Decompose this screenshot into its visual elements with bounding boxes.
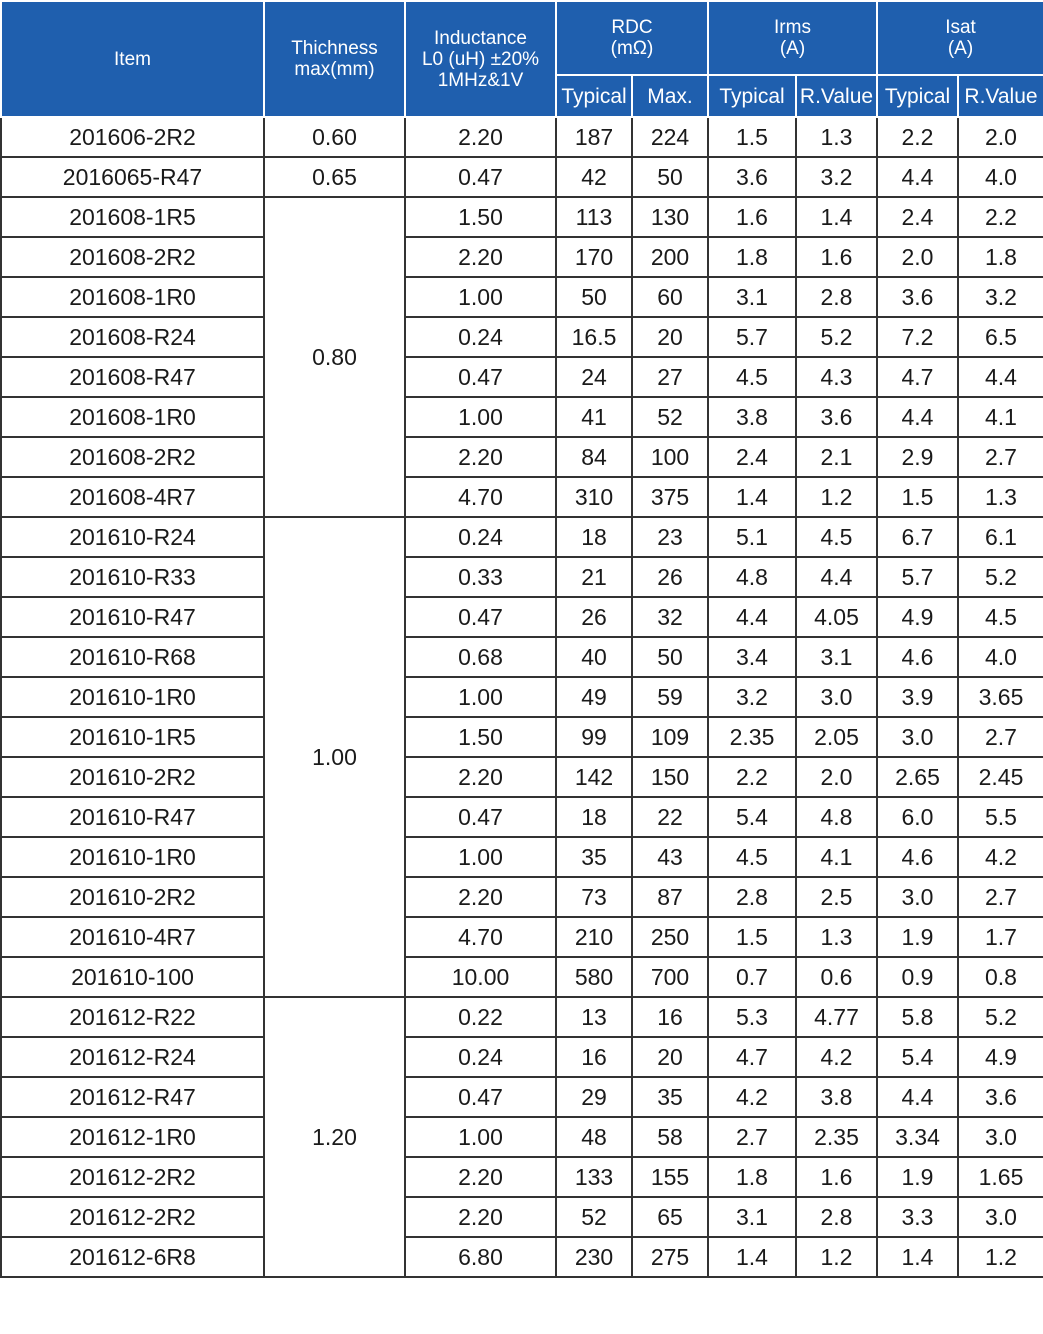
inductance-cell: 10.00	[405, 957, 556, 997]
rdc-max-cell: 20	[632, 317, 708, 357]
isat-typical-cell: 4.4	[877, 1077, 958, 1117]
isat-typical-cell: 3.0	[877, 717, 958, 757]
rdc-typical-cell: 18	[556, 517, 632, 557]
inductance-cell: 0.24	[405, 1037, 556, 1077]
isat-typical-cell: 7.2	[877, 317, 958, 357]
rdc-typical-cell: 13	[556, 997, 632, 1037]
rdc-max-cell: 155	[632, 1157, 708, 1197]
rdc-typical-cell: 16.5	[556, 317, 632, 357]
isat-typical-cell: 2.9	[877, 437, 958, 477]
table-row	[1, 197, 1043, 237]
rdc-max-cell: 130	[632, 197, 708, 237]
isat-rvalue-cell: 3.0	[958, 1117, 1043, 1157]
isat-typical-cell: 4.4	[877, 157, 958, 197]
rdc-typical-cell: 16	[556, 1037, 632, 1077]
isat-rvalue-cell: 2.45	[958, 757, 1043, 797]
rdc-max-cell: 224	[632, 117, 708, 157]
rdc-typical-cell: 99	[556, 717, 632, 757]
isat-typical-cell: 4.6	[877, 837, 958, 877]
item-cell: 201606-2R2	[1, 117, 264, 157]
irms-typical-cell: 1.4	[708, 477, 796, 517]
isat-typical-cell: 1.9	[877, 1157, 958, 1197]
rdc-typical-cell: 41	[556, 397, 632, 437]
irms-rvalue-cell: 3.2	[796, 157, 877, 197]
inductance-cell: 0.24	[405, 517, 556, 557]
rdc-max-cell: 20	[632, 1037, 708, 1077]
irms-rvalue-cell: 1.2	[796, 477, 877, 517]
inductance-cell: 2.20	[405, 237, 556, 277]
inductance-cell: 2.20	[405, 117, 556, 157]
item-cell: 201608-1R0	[1, 277, 264, 317]
irms-rvalue-cell: 1.6	[796, 237, 877, 277]
isat-rvalue-cell: 2.7	[958, 877, 1043, 917]
rdc-max-cell: 32	[632, 597, 708, 637]
rdc-typical-cell: 230	[556, 1237, 632, 1277]
irms-rvalue-cell: 4.2	[796, 1037, 877, 1077]
isat-rvalue-cell: 1.2	[958, 1237, 1043, 1277]
inductance-cell: 2.20	[405, 1197, 556, 1237]
item-cell: 201610-R47	[1, 797, 264, 837]
isat-rvalue-cell: 4.1	[958, 397, 1043, 437]
isat-typical-cell: 1.9	[877, 917, 958, 957]
item-cell: 201608-2R2	[1, 437, 264, 477]
irms-rvalue-cell: 1.2	[796, 1237, 877, 1277]
item-cell: 201610-R24	[1, 517, 264, 557]
isat-rvalue-cell: 4.4	[958, 357, 1043, 397]
rdc-typical-cell: 26	[556, 597, 632, 637]
rdc-typical-cell: 42	[556, 157, 632, 197]
rdc-typical-cell: 73	[556, 877, 632, 917]
table-row	[1, 557, 1043, 597]
rdc-max-cell: 700	[632, 957, 708, 997]
isat-typical-cell: 2.0	[877, 237, 958, 277]
rdc-max-cell: 250	[632, 917, 708, 957]
irms-rvalue-cell: 2.05	[796, 717, 877, 757]
inductance-cell: 0.47	[405, 597, 556, 637]
rdc-typical-cell: 48	[556, 1117, 632, 1157]
rdc-max-cell: 87	[632, 877, 708, 917]
irms-rvalue-cell: 2.35	[796, 1117, 877, 1157]
inductance-cell: 0.47	[405, 157, 556, 197]
rdc-typical-cell: 310	[556, 477, 632, 517]
irms-rvalue-cell: 4.4	[796, 557, 877, 597]
rdc-max-cell: 22	[632, 797, 708, 837]
inductance-cell: 2.20	[405, 437, 556, 477]
isat-typical-cell: 6.7	[877, 517, 958, 557]
irms-rvalue-cell: 4.8	[796, 797, 877, 837]
table-row	[1, 277, 1043, 317]
isat-rvalue-cell: 3.6	[958, 1077, 1043, 1117]
header-rdc: RDC (mΩ)	[556, 1, 708, 75]
isat-rvalue-cell: 1.3	[958, 477, 1043, 517]
isat-typical-cell: 1.4	[877, 1237, 958, 1277]
header-irms-rvalue: R.Value	[796, 75, 877, 117]
item-cell: 201610-2R2	[1, 877, 264, 917]
rdc-typical-cell: 52	[556, 1197, 632, 1237]
table-body	[1, 117, 1043, 1277]
item-cell: 201610-2R2	[1, 757, 264, 797]
isat-rvalue-cell: 6.5	[958, 317, 1043, 357]
item-cell: 201610-R47	[1, 597, 264, 637]
table-row	[1, 1197, 1043, 1237]
rdc-typical-cell: 580	[556, 957, 632, 997]
isat-rvalue-cell: 4.5	[958, 597, 1043, 637]
table-row	[1, 997, 1043, 1037]
rdc-max-cell: 50	[632, 637, 708, 677]
header-isat-rvalue: R.Value	[958, 75, 1043, 117]
table-row	[1, 1117, 1043, 1157]
irms-rvalue-cell: 3.6	[796, 397, 877, 437]
irms-typical-cell: 3.6	[708, 157, 796, 197]
inductance-cell: 0.47	[405, 1077, 556, 1117]
rdc-max-cell: 65	[632, 1197, 708, 1237]
irms-rvalue-cell: 1.3	[796, 117, 877, 157]
isat-typical-cell: 3.34	[877, 1117, 958, 1157]
irms-rvalue-cell: 1.6	[796, 1157, 877, 1197]
irms-typical-cell: 4.5	[708, 357, 796, 397]
isat-typical-cell: 5.4	[877, 1037, 958, 1077]
isat-rvalue-cell: 2.7	[958, 717, 1043, 757]
irms-rvalue-cell: 3.0	[796, 677, 877, 717]
irms-typical-cell: 5.4	[708, 797, 796, 837]
irms-typical-cell: 1.5	[708, 917, 796, 957]
irms-typical-cell: 3.8	[708, 397, 796, 437]
irms-typical-cell: 2.4	[708, 437, 796, 477]
table-row	[1, 117, 1043, 157]
item-cell: 201608-1R0	[1, 397, 264, 437]
irms-typical-cell: 3.1	[708, 1197, 796, 1237]
isat-typical-cell: 4.9	[877, 597, 958, 637]
table-row	[1, 1237, 1043, 1277]
isat-typical-cell: 3.0	[877, 877, 958, 917]
irms-typical-cell: 5.7	[708, 317, 796, 357]
rdc-max-cell: 200	[632, 237, 708, 277]
item-cell: 201608-2R2	[1, 237, 264, 277]
inductance-cell: 1.00	[405, 837, 556, 877]
rdc-typical-cell: 24	[556, 357, 632, 397]
item-cell: 201608-4R7	[1, 477, 264, 517]
rdc-max-cell: 43	[632, 837, 708, 877]
table-row	[1, 677, 1043, 717]
inductance-cell: 0.47	[405, 797, 556, 837]
rdc-max-cell: 100	[632, 437, 708, 477]
inductance-cell: 0.33	[405, 557, 556, 597]
rdc-typical-cell: 29	[556, 1077, 632, 1117]
rdc-typical-cell: 50	[556, 277, 632, 317]
irms-typical-cell: 2.7	[708, 1117, 796, 1157]
irms-rvalue-cell: 4.77	[796, 997, 877, 1037]
irms-typical-cell: 1.8	[708, 1157, 796, 1197]
inductance-cell: 6.80	[405, 1237, 556, 1277]
table-row	[1, 1077, 1043, 1117]
irms-rvalue-cell: 2.8	[796, 1197, 877, 1237]
rdc-typical-cell: 142	[556, 757, 632, 797]
irms-typical-cell: 4.7	[708, 1037, 796, 1077]
irms-typical-cell: 3.1	[708, 277, 796, 317]
table-row	[1, 917, 1043, 957]
irms-typical-cell: 3.2	[708, 677, 796, 717]
rdc-max-cell: 275	[632, 1237, 708, 1277]
inductance-cell: 0.47	[405, 357, 556, 397]
table-row	[1, 797, 1043, 837]
table-row	[1, 437, 1043, 477]
inductance-cell: 1.00	[405, 397, 556, 437]
rdc-typical-cell: 84	[556, 437, 632, 477]
rdc-typical-cell: 21	[556, 557, 632, 597]
isat-rvalue-cell: 2.0	[958, 117, 1043, 157]
irms-typical-cell: 4.2	[708, 1077, 796, 1117]
table-row	[1, 317, 1043, 357]
isat-rvalue-cell: 5.2	[958, 557, 1043, 597]
item-cell: 201612-2R2	[1, 1157, 264, 1197]
inductance-cell: 1.50	[405, 197, 556, 237]
isat-typical-cell: 4.6	[877, 637, 958, 677]
irms-rvalue-cell: 2.1	[796, 437, 877, 477]
irms-typical-cell: 2.8	[708, 877, 796, 917]
rdc-typical-cell: 113	[556, 197, 632, 237]
item-cell: 201610-1R0	[1, 677, 264, 717]
inductance-cell: 2.20	[405, 757, 556, 797]
isat-typical-cell: 5.7	[877, 557, 958, 597]
isat-rvalue-cell: 5.5	[958, 797, 1043, 837]
table-row	[1, 717, 1043, 757]
irms-rvalue-cell: 4.3	[796, 357, 877, 397]
header-item: Item	[1, 1, 264, 117]
table-row	[1, 157, 1043, 197]
rdc-max-cell: 50	[632, 157, 708, 197]
isat-typical-cell: 0.9	[877, 957, 958, 997]
irms-rvalue-cell: 2.0	[796, 757, 877, 797]
item-cell: 201612-2R2	[1, 1197, 264, 1237]
isat-typical-cell: 2.4	[877, 197, 958, 237]
thickness-cell: 1.20	[264, 997, 405, 1277]
isat-typical-cell: 2.2	[877, 117, 958, 157]
table-row	[1, 357, 1043, 397]
isat-typical-cell: 5.8	[877, 997, 958, 1037]
item-cell: 201610-4R7	[1, 917, 264, 957]
table-row	[1, 1037, 1043, 1077]
table-row	[1, 877, 1043, 917]
table-row	[1, 637, 1043, 677]
isat-rvalue-cell: 1.8	[958, 237, 1043, 277]
rdc-typical-cell: 187	[556, 117, 632, 157]
rdc-typical-cell: 18	[556, 797, 632, 837]
table-row	[1, 397, 1043, 437]
item-cell: 201608-R24	[1, 317, 264, 357]
inductance-cell: 0.68	[405, 637, 556, 677]
item-cell: 201610-100	[1, 957, 264, 997]
header-isat-typical: Typical	[877, 75, 958, 117]
inductance-cell: 2.20	[405, 877, 556, 917]
table-row	[1, 1157, 1043, 1197]
isat-typical-cell: 2.65	[877, 757, 958, 797]
table-header	[1, 1, 1043, 117]
item-cell: 201610-1R0	[1, 837, 264, 877]
header-irms: Irms (A)	[708, 1, 877, 75]
item-cell: 201610-R33	[1, 557, 264, 597]
isat-rvalue-cell: 4.9	[958, 1037, 1043, 1077]
table-row	[1, 517, 1043, 557]
rdc-max-cell: 109	[632, 717, 708, 757]
rdc-max-cell: 27	[632, 357, 708, 397]
rdc-max-cell: 58	[632, 1117, 708, 1157]
thickness-cell: 1.00	[264, 517, 405, 997]
header-irms-typical: Typical	[708, 75, 796, 117]
irms-rvalue-cell: 3.1	[796, 637, 877, 677]
item-cell: 201612-1R0	[1, 1117, 264, 1157]
irms-typical-cell: 2.35	[708, 717, 796, 757]
irms-rvalue-cell: 4.05	[796, 597, 877, 637]
item-cell: 201608-R47	[1, 357, 264, 397]
irms-rvalue-cell: 2.5	[796, 877, 877, 917]
table-row	[1, 957, 1043, 997]
isat-rvalue-cell: 6.1	[958, 517, 1043, 557]
irms-rvalue-cell: 5.2	[796, 317, 877, 357]
inductance-cell: 1.00	[405, 277, 556, 317]
thickness-cell: 0.60	[264, 117, 405, 157]
item-cell: 201610-R68	[1, 637, 264, 677]
isat-typical-cell: 6.0	[877, 797, 958, 837]
irms-typical-cell: 0.7	[708, 957, 796, 997]
header-rdc-max: Max.	[632, 75, 708, 117]
isat-typical-cell: 3.3	[877, 1197, 958, 1237]
rdc-typical-cell: 210	[556, 917, 632, 957]
isat-typical-cell: 3.9	[877, 677, 958, 717]
rdc-max-cell: 150	[632, 757, 708, 797]
irms-typical-cell: 1.4	[708, 1237, 796, 1277]
isat-rvalue-cell: 4.2	[958, 837, 1043, 877]
rdc-typical-cell: 35	[556, 837, 632, 877]
irms-typical-cell: 5.3	[708, 997, 796, 1037]
irms-typical-cell: 1.5	[708, 117, 796, 157]
isat-rvalue-cell: 4.0	[958, 637, 1043, 677]
header-rdc-typical: Typical	[556, 75, 632, 117]
header-isat: Isat (A)	[877, 1, 1043, 75]
rdc-typical-cell: 40	[556, 637, 632, 677]
header-thickness: Thichness max(mm)	[264, 1, 405, 117]
rdc-max-cell: 375	[632, 477, 708, 517]
irms-typical-cell: 1.8	[708, 237, 796, 277]
irms-rvalue-cell: 1.4	[796, 197, 877, 237]
item-cell: 201610-1R5	[1, 717, 264, 757]
item-cell: 2016065-R47	[1, 157, 264, 197]
irms-rvalue-cell: 1.3	[796, 917, 877, 957]
isat-rvalue-cell: 3.65	[958, 677, 1043, 717]
rdc-max-cell: 52	[632, 397, 708, 437]
isat-rvalue-cell: 2.7	[958, 437, 1043, 477]
rdc-max-cell: 59	[632, 677, 708, 717]
item-cell: 201612-R22	[1, 997, 264, 1037]
rdc-max-cell: 35	[632, 1077, 708, 1117]
rdc-max-cell: 23	[632, 517, 708, 557]
inductance-cell: 4.70	[405, 917, 556, 957]
item-cell: 201612-R24	[1, 1037, 264, 1077]
table-row	[1, 757, 1043, 797]
irms-typical-cell: 1.6	[708, 197, 796, 237]
item-cell: 201612-R47	[1, 1077, 264, 1117]
rdc-max-cell: 60	[632, 277, 708, 317]
inductance-cell: 1.50	[405, 717, 556, 757]
table-row	[1, 597, 1043, 637]
table-row	[1, 837, 1043, 877]
irms-typical-cell: 4.5	[708, 837, 796, 877]
isat-typical-cell: 1.5	[877, 477, 958, 517]
table-row	[1, 237, 1043, 277]
irms-rvalue-cell: 4.1	[796, 837, 877, 877]
inductance-cell: 4.70	[405, 477, 556, 517]
table-row	[1, 477, 1043, 517]
isat-rvalue-cell: 3.0	[958, 1197, 1043, 1237]
irms-rvalue-cell: 3.8	[796, 1077, 877, 1117]
isat-rvalue-cell: 1.7	[958, 917, 1043, 957]
isat-typical-cell: 3.6	[877, 277, 958, 317]
isat-rvalue-cell: 2.2	[958, 197, 1043, 237]
rdc-max-cell: 16	[632, 997, 708, 1037]
inductance-cell: 1.00	[405, 1117, 556, 1157]
thickness-cell: 0.65	[264, 157, 405, 197]
irms-rvalue-cell: 2.8	[796, 277, 877, 317]
isat-typical-cell: 4.7	[877, 357, 958, 397]
inductance-cell: 2.20	[405, 1157, 556, 1197]
rdc-typical-cell: 133	[556, 1157, 632, 1197]
isat-rvalue-cell: 5.2	[958, 997, 1043, 1037]
irms-typical-cell: 5.1	[708, 517, 796, 557]
inductance-cell: 1.00	[405, 677, 556, 717]
isat-rvalue-cell: 4.0	[958, 157, 1043, 197]
irms-typical-cell: 4.4	[708, 597, 796, 637]
irms-typical-cell: 2.2	[708, 757, 796, 797]
irms-rvalue-cell: 4.5	[796, 517, 877, 557]
isat-typical-cell: 4.4	[877, 397, 958, 437]
inductance-cell: 0.24	[405, 317, 556, 357]
thickness-cell: 0.80	[264, 197, 405, 517]
rdc-typical-cell: 170	[556, 237, 632, 277]
rdc-typical-cell: 49	[556, 677, 632, 717]
item-cell: 201608-1R5	[1, 197, 264, 237]
item-cell: 201612-6R8	[1, 1237, 264, 1277]
irms-typical-cell: 3.4	[708, 637, 796, 677]
rdc-max-cell: 26	[632, 557, 708, 597]
irms-typical-cell: 4.8	[708, 557, 796, 597]
inductance-cell: 0.22	[405, 997, 556, 1037]
isat-rvalue-cell: 1.65	[958, 1157, 1043, 1197]
header-inductance: Inductance L0 (uH) ±20% 1MHz&1V	[405, 1, 556, 117]
irms-rvalue-cell: 0.6	[796, 957, 877, 997]
isat-rvalue-cell: 0.8	[958, 957, 1043, 997]
isat-rvalue-cell: 3.2	[958, 277, 1043, 317]
